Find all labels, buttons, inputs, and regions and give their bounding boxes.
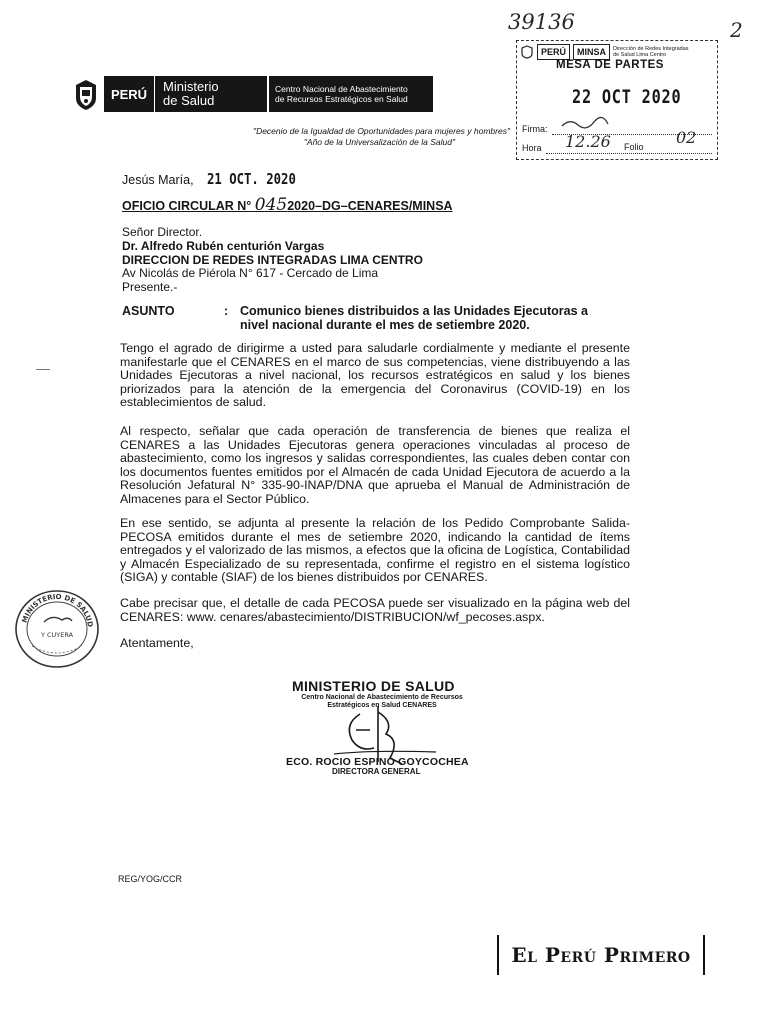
stamp-crest-icon [520, 45, 534, 59]
salutation: Señor Director. [122, 225, 203, 239]
handwritten-page-number: 2 [730, 18, 743, 42]
svg-text:MINISTERIO DE SALUD: MINISTERIO DE SALUD [20, 592, 95, 628]
peru-crest-icon [72, 78, 100, 112]
decade-line2: "Año de la Universalización de la Salud" [303, 137, 455, 147]
stamp-folio-value: 02 [676, 128, 697, 147]
recipient-block [122, 226, 423, 295]
stamp-direction: Dirección de Redes Integradas de Salud Lima Centro [613, 46, 689, 58]
stamp-hora-label: Hora [522, 143, 542, 153]
logo-ministry-line2: de Salud [163, 93, 215, 108]
ministry-logo [104, 76, 433, 112]
logo-ministry-line1: Ministerio [163, 79, 219, 94]
paragraph-4: Cabe precisar que, el detalle de cada PECOSA puede ser visualizado en la página web del CENARES: www. cenares/abastecimiento/DISTRIBUCION/wf_pecoses.aspx. [120, 596, 630, 624]
edge-mark [36, 369, 50, 370]
svg-text:Y CUYERA: Y CUYERA [40, 631, 74, 639]
signature-org-sub-line2: Estratégicos en Salud CENARES [327, 702, 437, 709]
stamp-date: 22 OCT 2020 [572, 86, 682, 108]
recipient-org: DIRECCION DE REDES INTEGRADAS LIMA CENTRO [122, 252, 423, 267]
stamp-firma-label: Firma: [522, 124, 548, 134]
signature-title: DIRECTORA GENERAL [332, 767, 421, 776]
recipient-address: Av Nicolás de Piérola N° 617 - Cercado de Lima [122, 266, 379, 281]
stamp-title: MESA DE PARTES [556, 59, 664, 71]
stamp-firma-scribble [560, 116, 610, 130]
ref-number: 045 [254, 195, 288, 215]
letter-date: 21 OCT. 2020 [207, 170, 296, 188]
paragraph-1: Tengo el agrado de dirigirme a usted para saludarle cordialmente y mediante el presente manifestarle que el CENARES en el marco de sus competencias, viene distribuyendo a las Unidades Ejecutoras a nivel nacional, los recursos estratégicos en salud y los bienes priorizados para la atención de la emergencia del Coronavirus (COVID-19) en los establecimientos de salud. [120, 341, 630, 410]
place-date [122, 170, 315, 188]
paragraph-2: Al respecto, señalar que cada operación de transferencia de bienes que realiza el CENARES a las Unidades Ejecutoras genera operaciones vinculadas al proceso de abastecimiento, como los ingresos y salidas correspondientes, las cuales deben contar con los documentos fuentes emitidos por el Almacén de cada Unidad Ejecutora de acuerdo a la Resolución Jefatural N° 335-90-INAP/DNA que aprueba el Manual de Administración de Almacenes para el Sector Público. [120, 424, 630, 506]
reference-initials: REG/YOG/CCR [118, 874, 183, 884]
motto-box [497, 935, 705, 975]
asunto-colon: : [224, 304, 229, 318]
recipient-name: Dr. Alfredo Rubén centurión Vargas [122, 238, 325, 253]
place: Jesús María, [122, 173, 194, 187]
logo-ministry [155, 76, 269, 112]
paragraph-3: En ese sentido, se adjunta al presente la relación de los Pedido Comprobante Salida-PECOSA emitidos durante el mes de setiembre 2020, indicando la cantidad de ítems entregados y el valorizado de las mismos, a efectos que la oficina de Logística, Contabilidad y Almacén Especializado de su representada, confirme el registro en el sistema logístico (SIGA) y contable (SIAF) de los bienes distribuidos por CENARES. [120, 516, 630, 585]
closing: Atentamente, [120, 636, 194, 650]
decade-slogan [150, 126, 510, 148]
stamp-ministry: MINSA [573, 44, 610, 60]
signature-org: MINISTERIO DE SALUD [292, 678, 455, 694]
stamp-header [520, 44, 695, 60]
logo-center-line1: Centro Nacional de Abastecimiento [275, 84, 408, 94]
stamp-country: PERÚ [537, 44, 570, 60]
asunto-label: ASUNTO [122, 304, 175, 318]
logo-country: PERÚ [104, 76, 155, 112]
document-reference [122, 195, 453, 215]
logo-center [269, 76, 433, 112]
ref-prefix: OFICIO CIRCULAR N° [122, 199, 252, 213]
motto-text: El Perú Primero [511, 943, 691, 967]
presente: Presente.- [122, 280, 178, 295]
institution-seal-icon [14, 588, 100, 670]
asunto-text: Comunico bienes distribuidos a las Unidades Ejecutoras a nivel nacional durante el mes de setiembre 2020. [240, 304, 589, 332]
decade-line1: "Decenio de la Igualdad de Oportunidades para mujeres y hombres" [253, 126, 510, 136]
stamp-hora-line [546, 152, 712, 154]
handwritten-doc-number: 39136 [508, 10, 575, 34]
logo-center-line2: de Recursos Estratégicos en Salud [275, 94, 408, 104]
stamp-folio-label: Folio [624, 142, 644, 152]
stamp-hora-value: 12.26 [565, 132, 611, 151]
ref-suffix: 2020–DG–CENARES/MINSA [287, 199, 453, 213]
signature-org-sub-line1: Centro Nacional de Abastecimiento de Recursos [301, 694, 463, 701]
signature-name: ECO. ROCIO ESPINO GOYCOCHEA [286, 756, 469, 768]
